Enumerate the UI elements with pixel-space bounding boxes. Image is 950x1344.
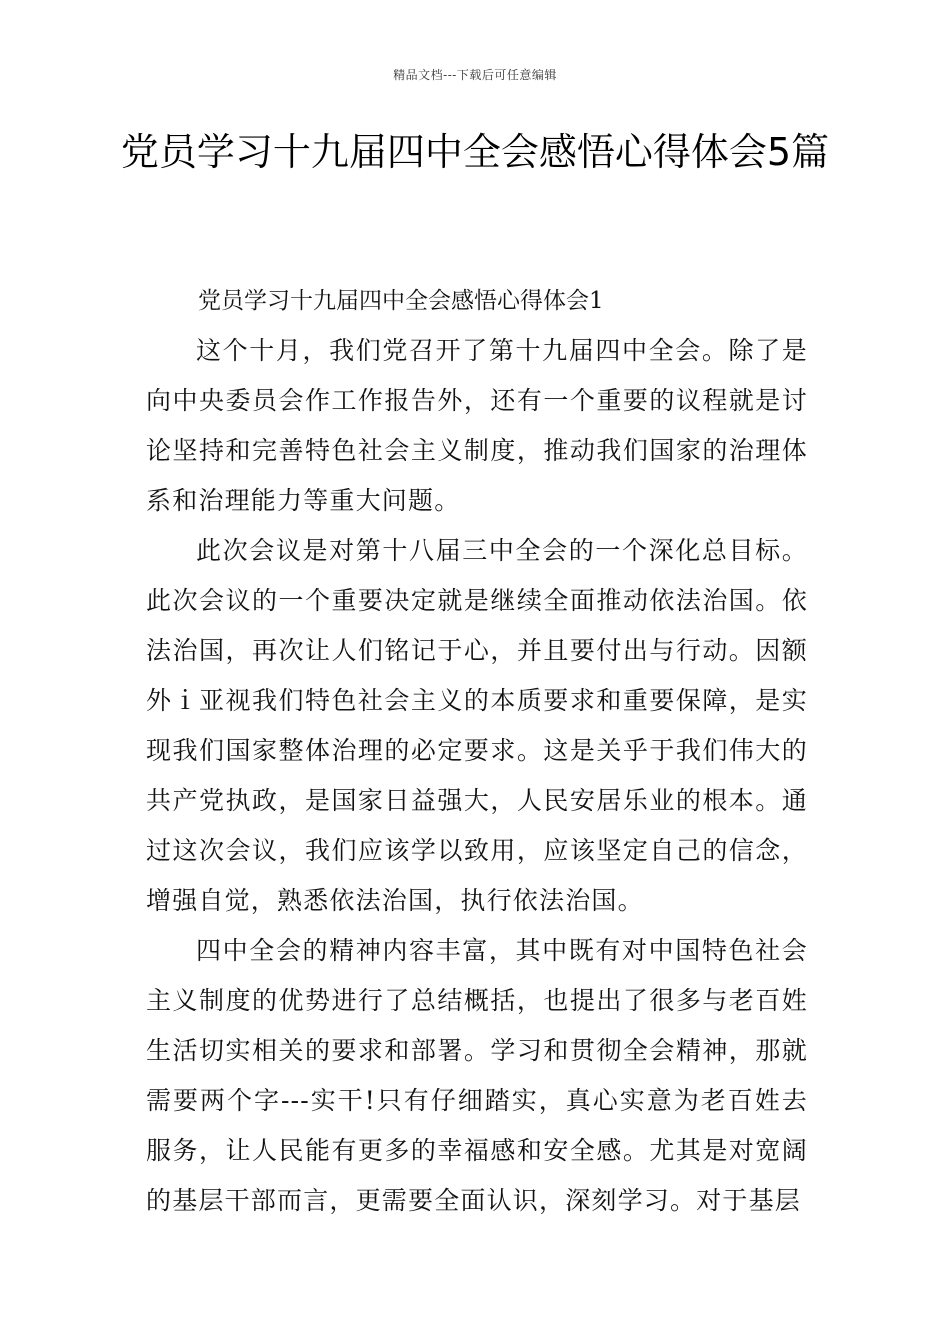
paragraph-3: 四中全会的精神内容丰富，其中既有对中国特色社会主义制度的优势进行了总结概括，也提出了很多与老百姓生活切实相关的要求和部署。学习和贯彻全会精神，那就需要两个字---实干!只有仔细踏实，真心实意为老百姓去服务，让人民能有更多的幸福感和安全感。尤其是对宽阔的基层干部而言，更需要全面认识，深刻学习。对于基层 — [146, 936, 808, 1215]
section-subheading: 党员学习十九届四中全会感悟心得体会1 — [198, 288, 604, 314]
document-body — [146, 276, 808, 1226]
document-title: 党员学习十九届四中全会感悟心得体会5篇 — [120, 130, 830, 174]
header-note: 精品文档---下载后可任意编辑 — [393, 68, 557, 82]
paragraph-1: 这个十月，我们党召开了第十九届四中全会。除了是向中央委员会作工作报告外，还有一个重要的议程就是讨论坚持和完善特色社会主义制度，推动我们国家的治理体系和治理能力等重大问题。 — [146, 336, 808, 515]
paragraph-2: 此次会议是对第十八届三中全会的一个深化总目标。此次会议的一个重要决定就是继续全面推动依法治国。依法治国，再次让人们铭记于心，并且要付出与行动。因额外ｉ亚视我们特色社会主义的本质要求和重要保障，是实现我们国家整体治理的必定要求。这是关乎于我们伟大的共产党执政，是国家日益强大，人民安居乐业的根本。通过这次会议，我们应该学以致用，应该坚定自己的信念，增强自觉，熟悉依法治国，执行依法治国。 — [146, 536, 808, 915]
